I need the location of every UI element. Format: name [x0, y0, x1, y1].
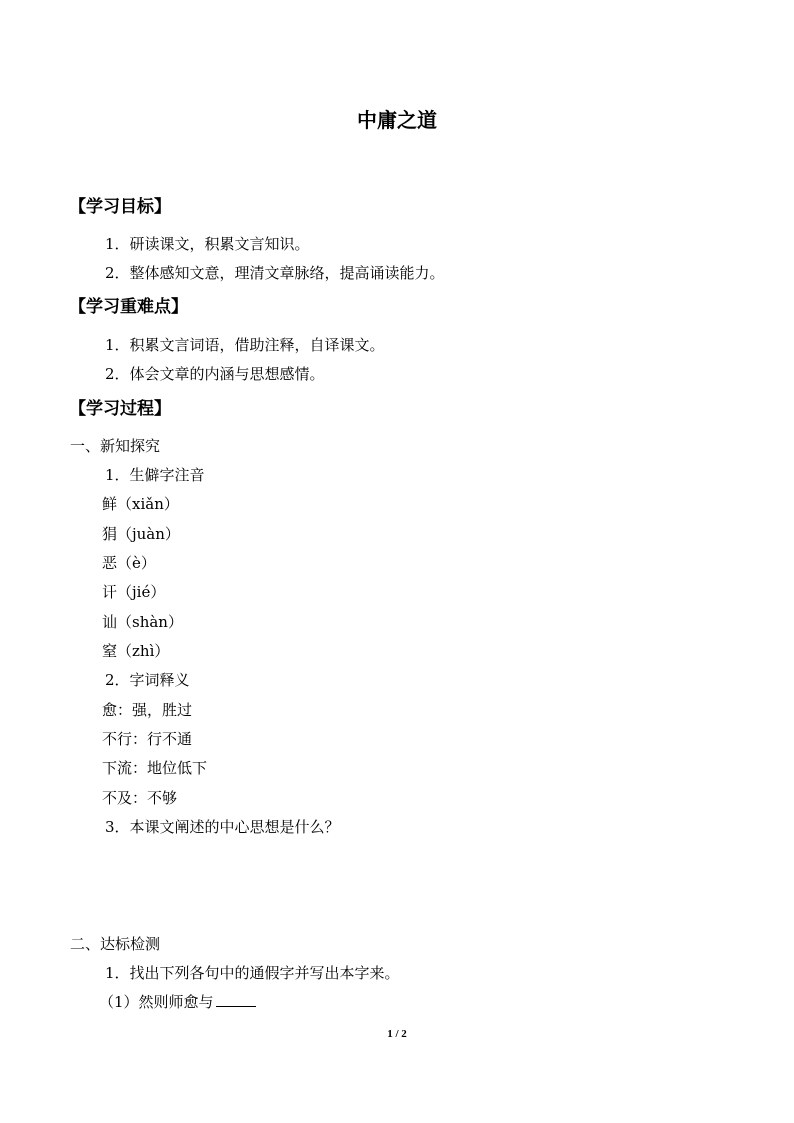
pronunciation-item: 恶（è）	[102, 554, 156, 572]
part2-subquestion-1	[99, 991, 256, 1012]
key-point-item-2: 2．体会文章的内涵与思想感情。	[105, 365, 325, 383]
pronunciation-item: 讪（shàn）	[102, 613, 183, 631]
definition-item: 下流：地位低下	[102, 759, 208, 777]
section-heading-goals: 【学习目标】	[69, 197, 171, 217]
part2-question-1: 1．找出下列各句中的通假字并写出本字来。	[105, 964, 400, 982]
section-heading-key-points: 【学习重难点】	[69, 297, 188, 317]
pronunciation-item: 鲜（xiǎn）	[102, 495, 179, 513]
answer-blank[interactable]	[216, 992, 256, 1007]
page-number: 1 / 2	[387, 1028, 407, 1040]
key-point-item-1: 1．积累文言词语，借助注释，自译课文。	[105, 336, 385, 354]
subquestion-text: （1）然则师愈与	[99, 993, 214, 1011]
part1-question-1: 1．生僻字注音	[105, 466, 205, 484]
goal-item-1: 1．研读课文，积累文言知识。	[105, 235, 310, 253]
part1-title: 一、新知探究	[70, 437, 161, 455]
section-heading-process: 【学习过程】	[69, 399, 171, 419]
definition-item: 不及：不够	[102, 789, 178, 807]
goal-item-2: 2．整体感知文意，理清文章脉络，提高诵读能力。	[105, 264, 445, 282]
pronunciation-item: 窒（zhì）	[102, 642, 170, 660]
part1-question-3: 3．本课文阐述的中心思想是什么？	[105, 818, 340, 836]
pronunciation-item: 讦（jié）	[102, 583, 166, 601]
definition-item: 愈：强，胜过	[102, 701, 193, 719]
document-title: 中庸之道	[357, 108, 437, 132]
pronunciation-item: 狷（juàn）	[102, 525, 180, 543]
part2-title: 二、达标检测	[70, 935, 161, 953]
definition-item: 不行：行不通	[102, 730, 193, 748]
part1-question-2: 2．字词释义	[105, 671, 190, 689]
